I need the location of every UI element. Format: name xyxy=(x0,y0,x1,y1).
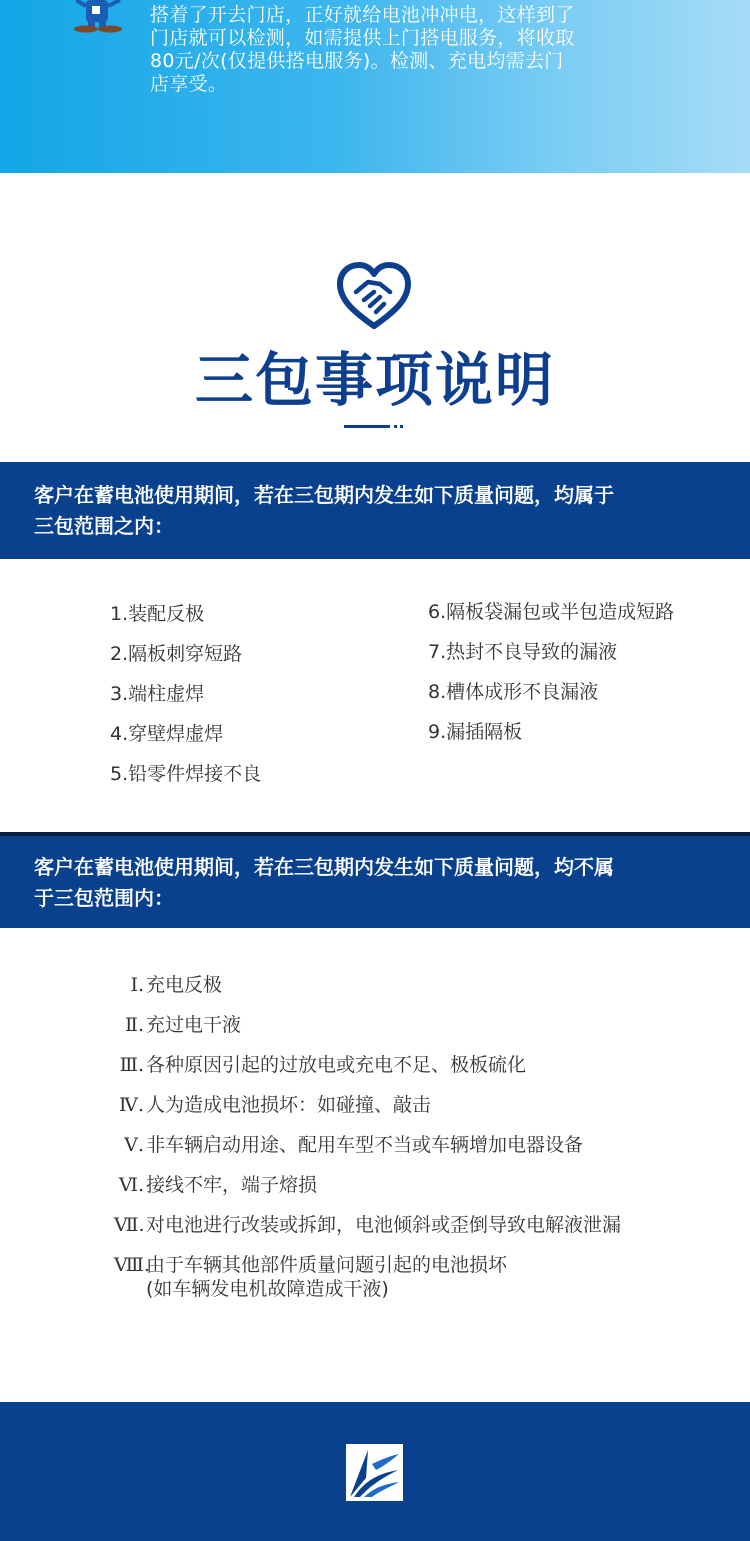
excluded-item xyxy=(114,1213,621,1237)
excluded-item-number: Ⅱ. xyxy=(125,1014,144,1036)
excluded-item-number: Ⅴ. xyxy=(124,1134,144,1156)
excluded-item-text: 对电池进行改装或拆卸，电池倾斜或歪倒导致电解液泄漏 xyxy=(146,1214,622,1236)
covered-item: 9.漏插隔板 xyxy=(428,721,523,743)
page-title: 三包事项说明 xyxy=(194,346,555,414)
mascot-illustration xyxy=(66,0,130,34)
excluded-item-text: 各种原因引起的过放电或充电不足、极板硫化 xyxy=(146,1054,527,1076)
excluded-item-number: Ⅳ. xyxy=(118,1094,144,1116)
excluded-item-number: Ⅶ. xyxy=(114,1214,145,1236)
footer xyxy=(0,1402,750,1541)
top-banner-line: 店享受。 xyxy=(150,73,228,95)
top-banner-line: 门店就可以检测，如需提供上门搭电服务，将收取 xyxy=(150,27,575,49)
top-banner-line: 80元/次(仅提供搭电服务)。检测、充电均需去门 xyxy=(150,50,564,72)
excluded-item-text: 人为造成电池损坏：如碰撞、敲击 xyxy=(146,1094,432,1116)
covered-item: 3.端柱虚焊 xyxy=(110,683,205,705)
excluded-item xyxy=(114,1093,431,1117)
excluded-item xyxy=(114,1013,241,1037)
heading-divider-dots xyxy=(394,425,404,428)
top-banner xyxy=(0,0,750,173)
excluded-item xyxy=(114,1053,526,1077)
covered-item: 8.槽体成形不良漏液 xyxy=(428,681,599,703)
excluded-item-text: 接线不牢，端子熔损 xyxy=(146,1174,318,1196)
excluded-item xyxy=(114,1173,317,1197)
excluded-item-number: Ⅷ. xyxy=(114,1254,150,1276)
covered-notice-line: 三包范围之内： xyxy=(34,514,174,538)
top-banner-text xyxy=(150,4,600,96)
excluded-item-number: Ⅰ. xyxy=(130,974,144,996)
excluded-item xyxy=(114,973,222,997)
excluded-item xyxy=(114,1133,583,1157)
excluded-notice-line: 于三包范围内： xyxy=(34,886,174,910)
heading-divider xyxy=(344,425,390,428)
covered-item: 4.穿壁焊虚焊 xyxy=(110,723,224,745)
excluded-item-note: (如车辆发电机故障造成干液) xyxy=(146,1278,389,1300)
covered-item: 1.装配反极 xyxy=(110,603,205,625)
covered-item: 7.热封不良导致的漏液 xyxy=(428,641,618,663)
heart-handshake-icon xyxy=(334,262,414,330)
excluded-item-number: Ⅵ. xyxy=(118,1174,144,1196)
excluded-item-text: 由于车辆其他部件质量问题引起的电池损坏 xyxy=(146,1254,508,1276)
top-banner-line: 搭着了开去门店，正好就给电池冲冲电，这样到了 xyxy=(150,4,575,26)
covered-notice-line: 客户在蓄电池使用期间，若在三包期内发生如下质量问题，均属于 xyxy=(34,483,614,507)
excluded-item-text: 充电反极 xyxy=(146,974,223,996)
covered-notice-bar xyxy=(0,462,750,559)
brand-sail-logo xyxy=(346,1444,403,1501)
excluded-notice-bar xyxy=(0,832,750,928)
covered-item: 5.铅零件焊接不良 xyxy=(110,763,262,785)
excluded-item-text: 非车辆启动用途、配用车型不当或车辆增加电器设备 xyxy=(146,1134,584,1156)
excluded-notice-line: 客户在蓄电池使用期间，若在三包期内发生如下质量问题，均不属 xyxy=(34,855,614,879)
excluded-item-number: Ⅲ. xyxy=(119,1054,144,1076)
excluded-item xyxy=(114,1253,507,1277)
excluded-item-text: 充过电干液 xyxy=(146,1014,242,1036)
covered-item: 6.隔板袋漏包或半包造成短路 xyxy=(428,601,675,623)
covered-item: 2.隔板刺穿短路 xyxy=(110,643,243,665)
